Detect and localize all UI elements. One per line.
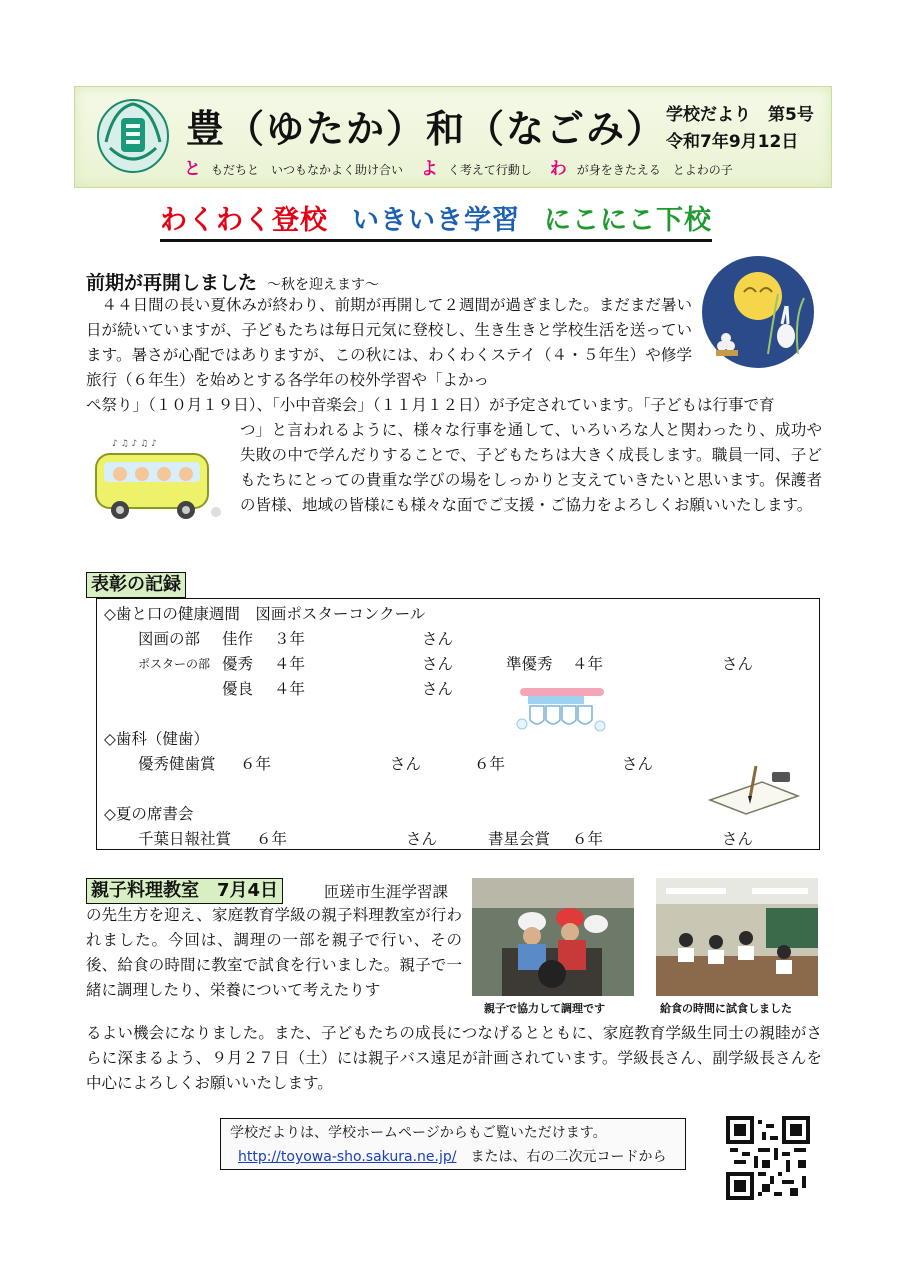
slogan-part: にこにこ下校 [544,205,712,236]
footer-qr-note: または、右の二次元コードから [456,1149,667,1165]
award-grade: ６年 [240,755,272,773]
article-paragraph: ４４日間の長い夏休みが終わり、前期が再開して２週間が過ぎました。まだまだ暑い日が続いていますが、子どもたちは毎日元気に登校し、生き生きと学校生活を送っています。暑さが心配ではありますが、この秋には、わくわくステイ（４・５年生）や修学旅行（６年生）を始めとする各学年の校外学習や「よかっ [86,296,692,389]
newsletter-title: 豊（ゆたか）和（なごみ） [186,107,667,151]
motto-kana: と [184,159,201,179]
award-grade: ６年 [256,830,288,848]
toothbrush-icon [510,684,610,736]
motto-text: く考えて行動し [447,163,532,177]
school-bus-icon [90,436,226,526]
award-honorific: さん [422,655,454,673]
cooking-paragraph: の先生方を迎え、家庭教育学級の親子料理教室が行われました。今回は、調理の一部を親子で行い、その後、給食の時間に教室で試食を行いました。親子で一緒に調理したり、栄養について考えたりす [86,906,462,999]
award-rank: 佳作 [222,630,254,648]
cooking-photo [472,878,634,996]
award-rank: 書星会賞 [488,830,551,848]
school-motto [184,154,747,179]
slogan-part: わくわく登校 [160,205,328,236]
school-website-link[interactable]: http://toyowa-sho.sakura.ne.jp/ [238,1149,457,1165]
photo-caption: 給食の時間に試食しました [660,1002,792,1015]
svg-text:♪ ♫ ♪ ♫ ♪: ♪ ♫ ♪ ♫ ♪ [112,439,157,449]
article-paragraph: つ」と言われるように、様々な行事を通して、いろいろな人と関わったり、成功や失敗の中で学んだりすることで、子どもたちは大きく成長します。職員一同、子どもたちにとっての貴重な学びの場をしっかりと支えていきたいと思います。保護者の皆様、地域の皆様にも様々な面でご支援・ご協力をよろしくお願いいたします。 [240,421,822,514]
award-category-title: ◇歯科（健歯） [104,730,209,748]
photo-caption: 親子で協力して調理です [484,1002,605,1015]
award-honorific: さん [406,830,438,848]
motto-text: もだちと いつもなかよく助け合い [211,163,404,177]
motto-kana: よ [420,159,438,179]
classroom-photo [656,878,818,996]
slogan-part: いきいき学習 [352,205,520,236]
award-rank: 千葉日報社賞 [138,830,232,848]
cooking-lead: 匝瑳市生涯学習課 [324,883,449,901]
motto-text: が身をきたえる とよわの子 [576,163,733,177]
awards-section-title: 表彰の記録 [86,572,186,598]
award-honorific: さん [422,680,454,698]
award-grade: ６年 [474,755,506,773]
award-grade: ６年 [572,830,604,848]
award-grade: ４年 [274,680,306,698]
award-category-title: ◇夏の席書会 [104,805,194,823]
cooking-section-title: 親子料理教室 7月4日 [86,878,283,904]
award-dept: ポスターの部 [138,657,211,671]
award-honorific: さん [722,830,754,848]
article-heading [86,268,379,295]
award-honorific: さん [422,630,454,648]
article-subtitle: ～秋を迎えます～ [267,277,380,293]
award-rank: 優良 [222,680,254,698]
award-grade: ４年 [572,655,604,673]
cooking-paragraph: るよい機会になりました。また、子どもたちの成長につなげるとともに、家庭教育学級生同士の親睦がさらに深まるよう、９月２７日（土）には親子バス遠足が計画されています。学級長さん、副学級長さんを中心によろしくお願いいたします。 [86,1024,822,1092]
award-honorific: さん [622,755,654,773]
award-honorific: さん [390,755,422,773]
award-category-title: ◇歯と口の健康週間 図画ポスターコンクール [104,605,426,623]
motto-kana: わ [549,159,567,179]
article-paragraph: ぺ祭り」（１０月１９日）、「小中音楽会」（１１月１２日）が予定されています。「子どもは行事で育 [86,396,775,414]
footer-note: 学校だよりは、学校ホームページからもご覧いただけます。 [230,1125,607,1141]
award-honorific: さん [722,655,754,673]
issue-date: 令和7年9月12日 [666,132,799,152]
award-rank: 準優秀 [506,655,553,673]
award-dept: 図画の部 [138,630,201,648]
issue-info [666,102,814,156]
award-rank: 優秀健歯賞 [138,755,216,773]
moon-rabbit-icon [698,254,818,370]
award-grade: ４年 [274,655,306,673]
issue-label: 学校だより 第5号 [666,105,814,125]
article-title: 前期が再開しました [86,272,258,294]
award-rank: 優秀 [222,655,254,673]
award-grade: ３年 [274,630,306,648]
school-slogan [160,198,712,242]
qr-code-icon[interactable] [726,1116,810,1200]
school-emblem-icon [96,98,170,174]
calligraphy-brush-icon [706,764,802,816]
footer-url-line [238,1146,666,1166]
